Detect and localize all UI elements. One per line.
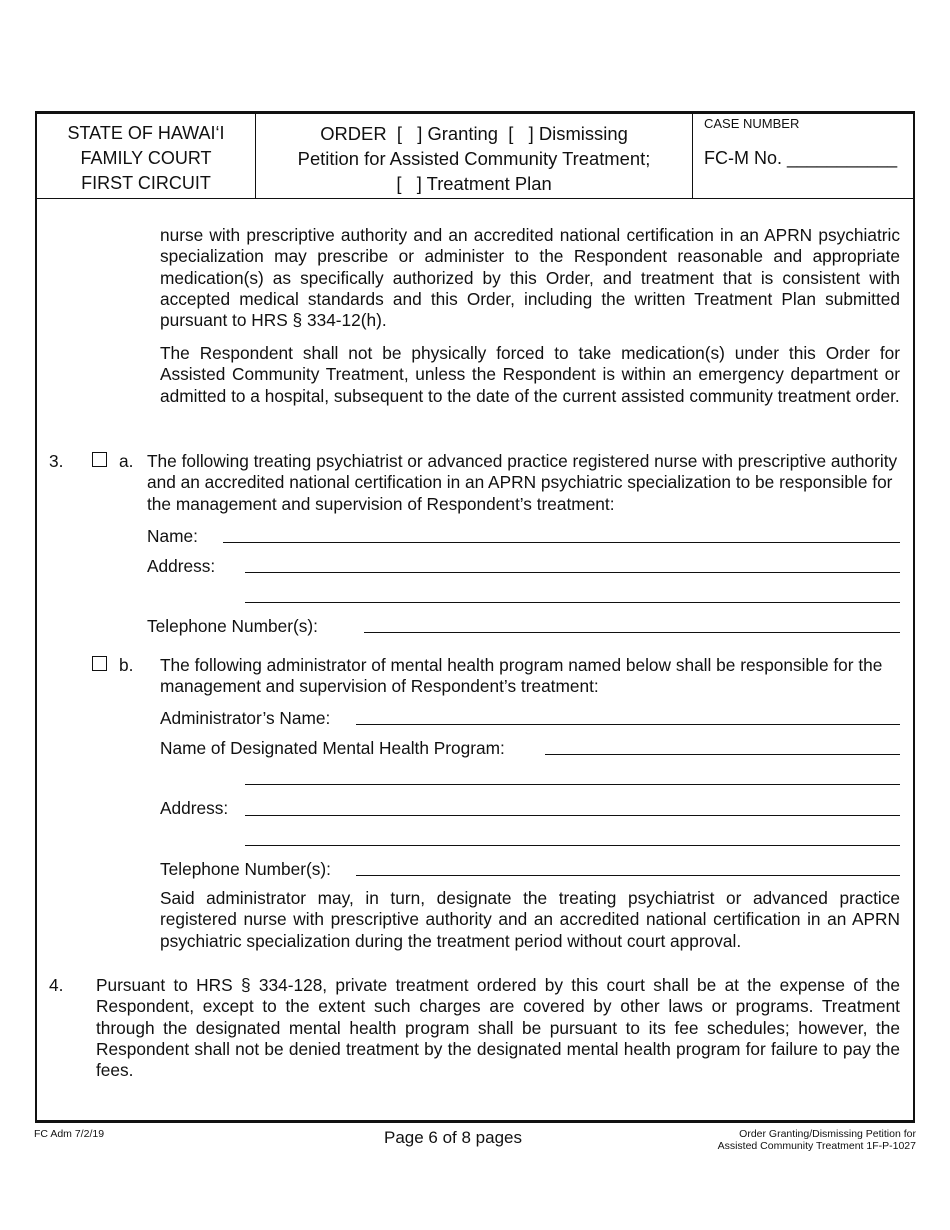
section-3b-text: The following administrator of mental health program named below shall be responsible for the management and supervision of Respondent’s treatment: [160,655,883,697]
bottom-border [35,1120,915,1123]
phone-input-line-3a[interactable] [364,632,900,633]
header-divider-1 [255,114,256,199]
address-input-line-3a-1[interactable] [245,572,900,573]
case-number-label: CASE NUMBER [704,116,800,131]
court-line-state: STATE OF HAWAI‘I [67,123,225,143]
section-3b-checkbox[interactable] [92,656,107,671]
forced-medication-paragraph: The Respondent shall not be physically forced to take medication(s) under this Order for Assisted Community Treatment, unless the Respondent is within an emergency department or admitted to a hospital, subsequent to the date of the current assisted community treatment order. [160,343,900,406]
left-border [35,111,37,1122]
address-label-3b: Address: [160,798,229,818]
program-name-input-line-1[interactable] [545,754,900,755]
section-4-number: 4. [49,975,64,995]
court-line-circuit: FIRST CIRCUIT [81,173,211,193]
form-code: FC Adm 7/2/19 [34,1128,105,1140]
phone-label-3b: Telephone Number(s): [160,859,331,879]
address-label-3a: Address: [147,556,216,576]
document-title-block [258,121,690,196]
court-line-family: FAMILY COURT [80,148,212,168]
phone-input-line-3b[interactable] [356,875,900,876]
phone-label-3a: Telephone Number(s): [147,616,318,636]
court-name-block [40,121,252,196]
address-input-line-3b-2[interactable] [245,845,900,846]
page-number: Page 6 of 8 pages [384,1128,523,1147]
footer-form-title: Order Granting/Dismissing Petition for Assisted Community Treatment 1F-P-1027 [717,1128,916,1152]
title-petition-line: Petition for Assisted Community Treatment; [297,148,651,169]
continued-paragraph: nurse with prescriptive authority and an accredited national certification in an APRN psychiatric specialization may prescribe or administer to the Respondent reasonable and appropriate medication(s) as specifically authorized by this Order, and treatment that is consistent with accepted medical standards and this Order, including the written Treatment Plan submitted pursuant to HRS § 334-12(h). [160,225,900,331]
title-order-line: ORDER [ ] Granting [ ] Dismissing [320,123,628,144]
section-3a-checkbox[interactable] [92,452,107,467]
section-3a-text: The following treating psychiatrist or advanced practice registered nurse with prescriptive authority and an accredited national certification in an APRN psychiatric specialization to be responsible for the management and supervision of Respondent’s treatment: [147,451,898,514]
administrator-name-label: Administrator’s Name: [160,708,331,728]
section-4-text: Pursuant to HRS § 334-128, private treatment ordered by this court shall be at the expense of the Respondent, except to the extent such charges are covered by other laws or programs. Treatment through the designated mental health program shall be pursuant to its fee schedules; however, the Respondent shall not be denied treatment by the designated mental health program for failure to pay the fees. [96,975,900,1081]
program-name-label: Name of Designated Mental Health Program: [160,738,505,758]
administrator-name-input-line[interactable] [356,724,900,725]
name-label: Name: [147,526,198,546]
address-input-line-3a-2[interactable] [245,602,900,603]
designation-paragraph: Said administrator may, in turn, designate the treating psychiatrist or advanced practice registered nurse with prescriptive authority and an accredited national certification in an APRN psychiatric specialization during the treatment period without court approval. [160,888,900,951]
title-treatment-plan-line: [ ] Treatment Plan [396,173,552,194]
section-3a-letter: a. [119,451,134,471]
program-name-input-line-2[interactable] [245,784,900,785]
name-input-line[interactable] [223,542,900,543]
header-divider-2 [692,114,693,199]
address-input-line-3b-1[interactable] [245,815,900,816]
right-border [913,111,915,1122]
section-3b-letter: b. [119,655,134,675]
section-3-number: 3. [49,451,64,471]
case-number-field[interactable]: FC-M No. ___________ [704,148,898,168]
